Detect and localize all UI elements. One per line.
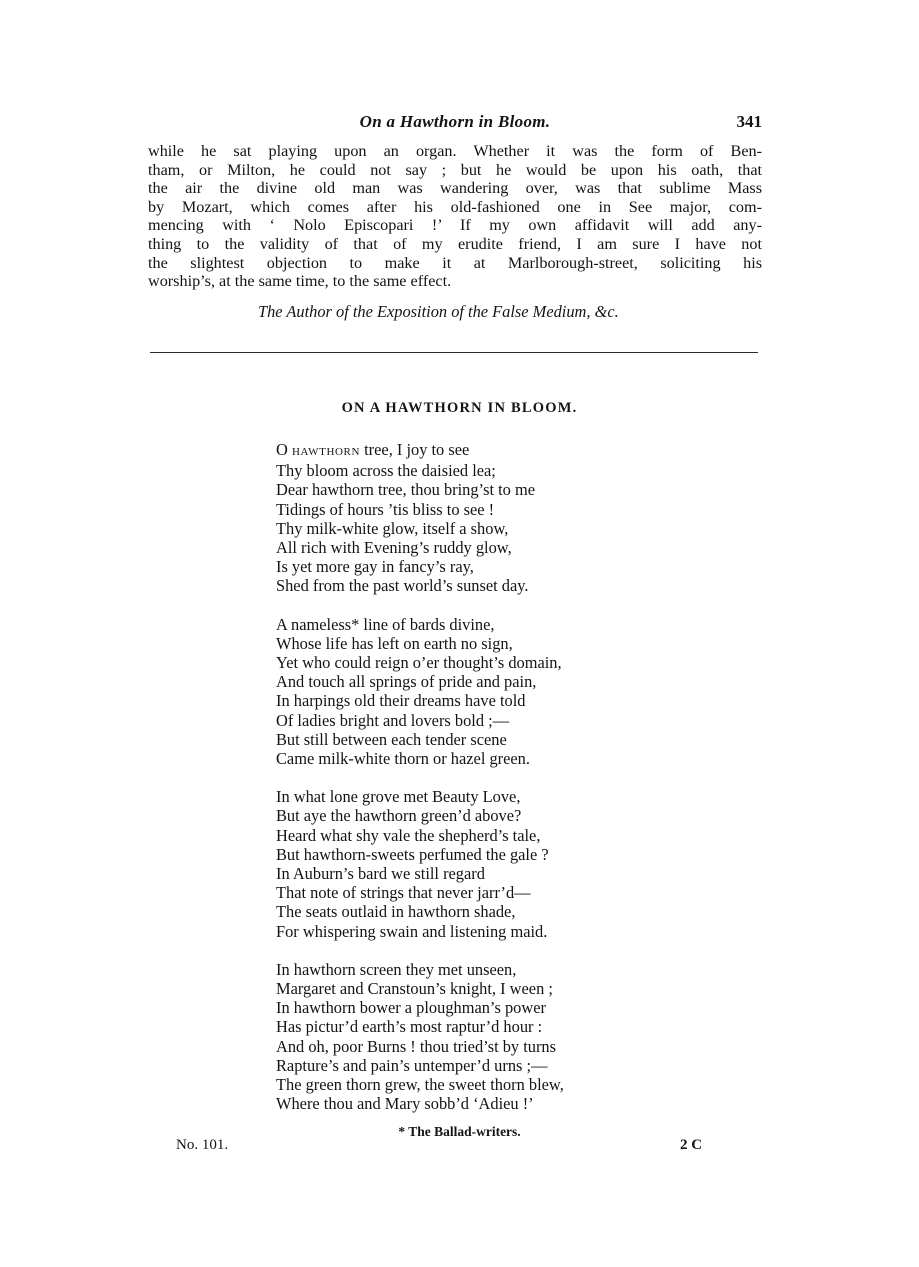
prose-line: worship’s, at the same time, to the same effect. bbox=[148, 272, 452, 291]
first-smallcaps: hawthorn bbox=[291, 443, 361, 459]
stanza bbox=[276, 787, 676, 941]
verse-line: And touch all springs of pride and pain, bbox=[276, 672, 537, 692]
running-head bbox=[148, 112, 762, 136]
prose-line: mencing with ‘ Nolo Episcopari !’ If my own affidavit will add any- bbox=[148, 216, 762, 235]
verse-line: Came milk-white thorn or hazel green. bbox=[276, 749, 530, 769]
verse-line: In hawthorn screen they met unseen, bbox=[276, 959, 517, 979]
verse-line: Thy bloom across the daisied lea; bbox=[276, 461, 496, 481]
section-separator bbox=[150, 352, 758, 353]
verse-line: Of ladies bright and lovers bold ;— bbox=[276, 710, 510, 730]
issue-number: No. 101. bbox=[176, 1137, 229, 1153]
verse-line: For whispering swain and listening maid. bbox=[276, 921, 548, 941]
prose-line: while he sat playing upon an organ. Whether it was the form of Ben- bbox=[148, 142, 762, 160]
verse-line: But still between each tender scene bbox=[276, 729, 507, 749]
verse-line: Tidings of hours ’tis bliss to see ! bbox=[276, 499, 495, 519]
verse-line-text: tree, I joy to see bbox=[360, 440, 470, 459]
verse-line: In harpings old their dreams have told bbox=[276, 691, 526, 711]
verse-line: Margaret and Cranstoun’s knight, I ween ; bbox=[276, 979, 553, 999]
stanza bbox=[276, 440, 676, 596]
footnote: * The Ballad-writers. bbox=[398, 1124, 521, 1139]
stanza bbox=[276, 960, 676, 1114]
verse-line: Shed from the past world’s sunset day. bbox=[276, 576, 529, 596]
running-title: On a Hawthorn in Bloom. bbox=[359, 112, 551, 131]
signature-mark: 2 C bbox=[680, 1137, 703, 1153]
verse-line: Yet who could reign o’er thought’s domain, bbox=[276, 653, 562, 673]
verse-line: Has pictur’d earth’s most raptur’d hour : bbox=[276, 1017, 543, 1037]
verse-line: But aye the hawthorn green’d above? bbox=[276, 806, 522, 826]
verse-line: Is yet more gay in fancy’s ray, bbox=[276, 557, 474, 577]
prose-line: the slightest objection to make it at Marlborough-street, soliciting his bbox=[148, 253, 762, 272]
article-signature: The Author of the Exposition of the False Medium, &c. bbox=[258, 302, 619, 321]
verse-line: Thy milk-white glow, itself a show, bbox=[276, 518, 509, 538]
verse-line: In hawthorn bower a ploughman’s power bbox=[276, 998, 546, 1018]
verse-line: Whose life has left on earth no sign, bbox=[276, 633, 513, 653]
verse-line: That note of strings that never jarr’d— bbox=[276, 883, 531, 903]
verse-line: In Auburn’s bard we still regard bbox=[276, 864, 485, 884]
verse-line: But hawthorn-sweets perfumed the gale ? bbox=[276, 844, 549, 864]
prose-line: by Mozart, which comes after his old-fashioned one in See major, com- bbox=[148, 197, 762, 216]
prose-line: thing to the validity of that of my erudite friend, I am sure I have not bbox=[148, 234, 762, 253]
poem-title: ON A HAWTHORN IN BLOOM. bbox=[341, 400, 578, 416]
verse-line: Dear hawthorn tree, thou bring’st to me bbox=[276, 480, 535, 500]
verse-line: And oh, poor Burns ! thou tried’st by turns bbox=[276, 1036, 556, 1056]
verse-line: The seats outlaid in hawthorn shade, bbox=[276, 902, 516, 922]
first-word: O bbox=[276, 440, 288, 459]
poem bbox=[276, 440, 676, 1133]
verse-line: A nameless* line of bards divine, bbox=[276, 614, 495, 634]
verse-line: All rich with Evening’s ruddy glow, bbox=[276, 538, 512, 558]
verse-line bbox=[276, 440, 676, 461]
verse-line: Heard what shy vale the shepherd’s tale, bbox=[276, 825, 541, 845]
page-number: 341 bbox=[736, 112, 762, 131]
verse-line: In what lone grove met Beauty Love, bbox=[276, 787, 521, 807]
stanza bbox=[276, 615, 676, 769]
prose-paragraph bbox=[148, 142, 762, 291]
prose-line: the air the divine old man was wandering over, was that sublime Mass bbox=[148, 179, 762, 198]
verse-line: Rapture’s and pain’s untemper’d urns ;— bbox=[276, 1055, 548, 1075]
prose-line: tham, or Milton, he could not say ; but he would be upon his oath, that bbox=[148, 160, 762, 179]
verse-line: Where thou and Mary sobb’d ‘Adieu !’ bbox=[276, 1094, 534, 1114]
verse-line: The green thorn grew, the sweet thorn blew, bbox=[276, 1075, 564, 1095]
